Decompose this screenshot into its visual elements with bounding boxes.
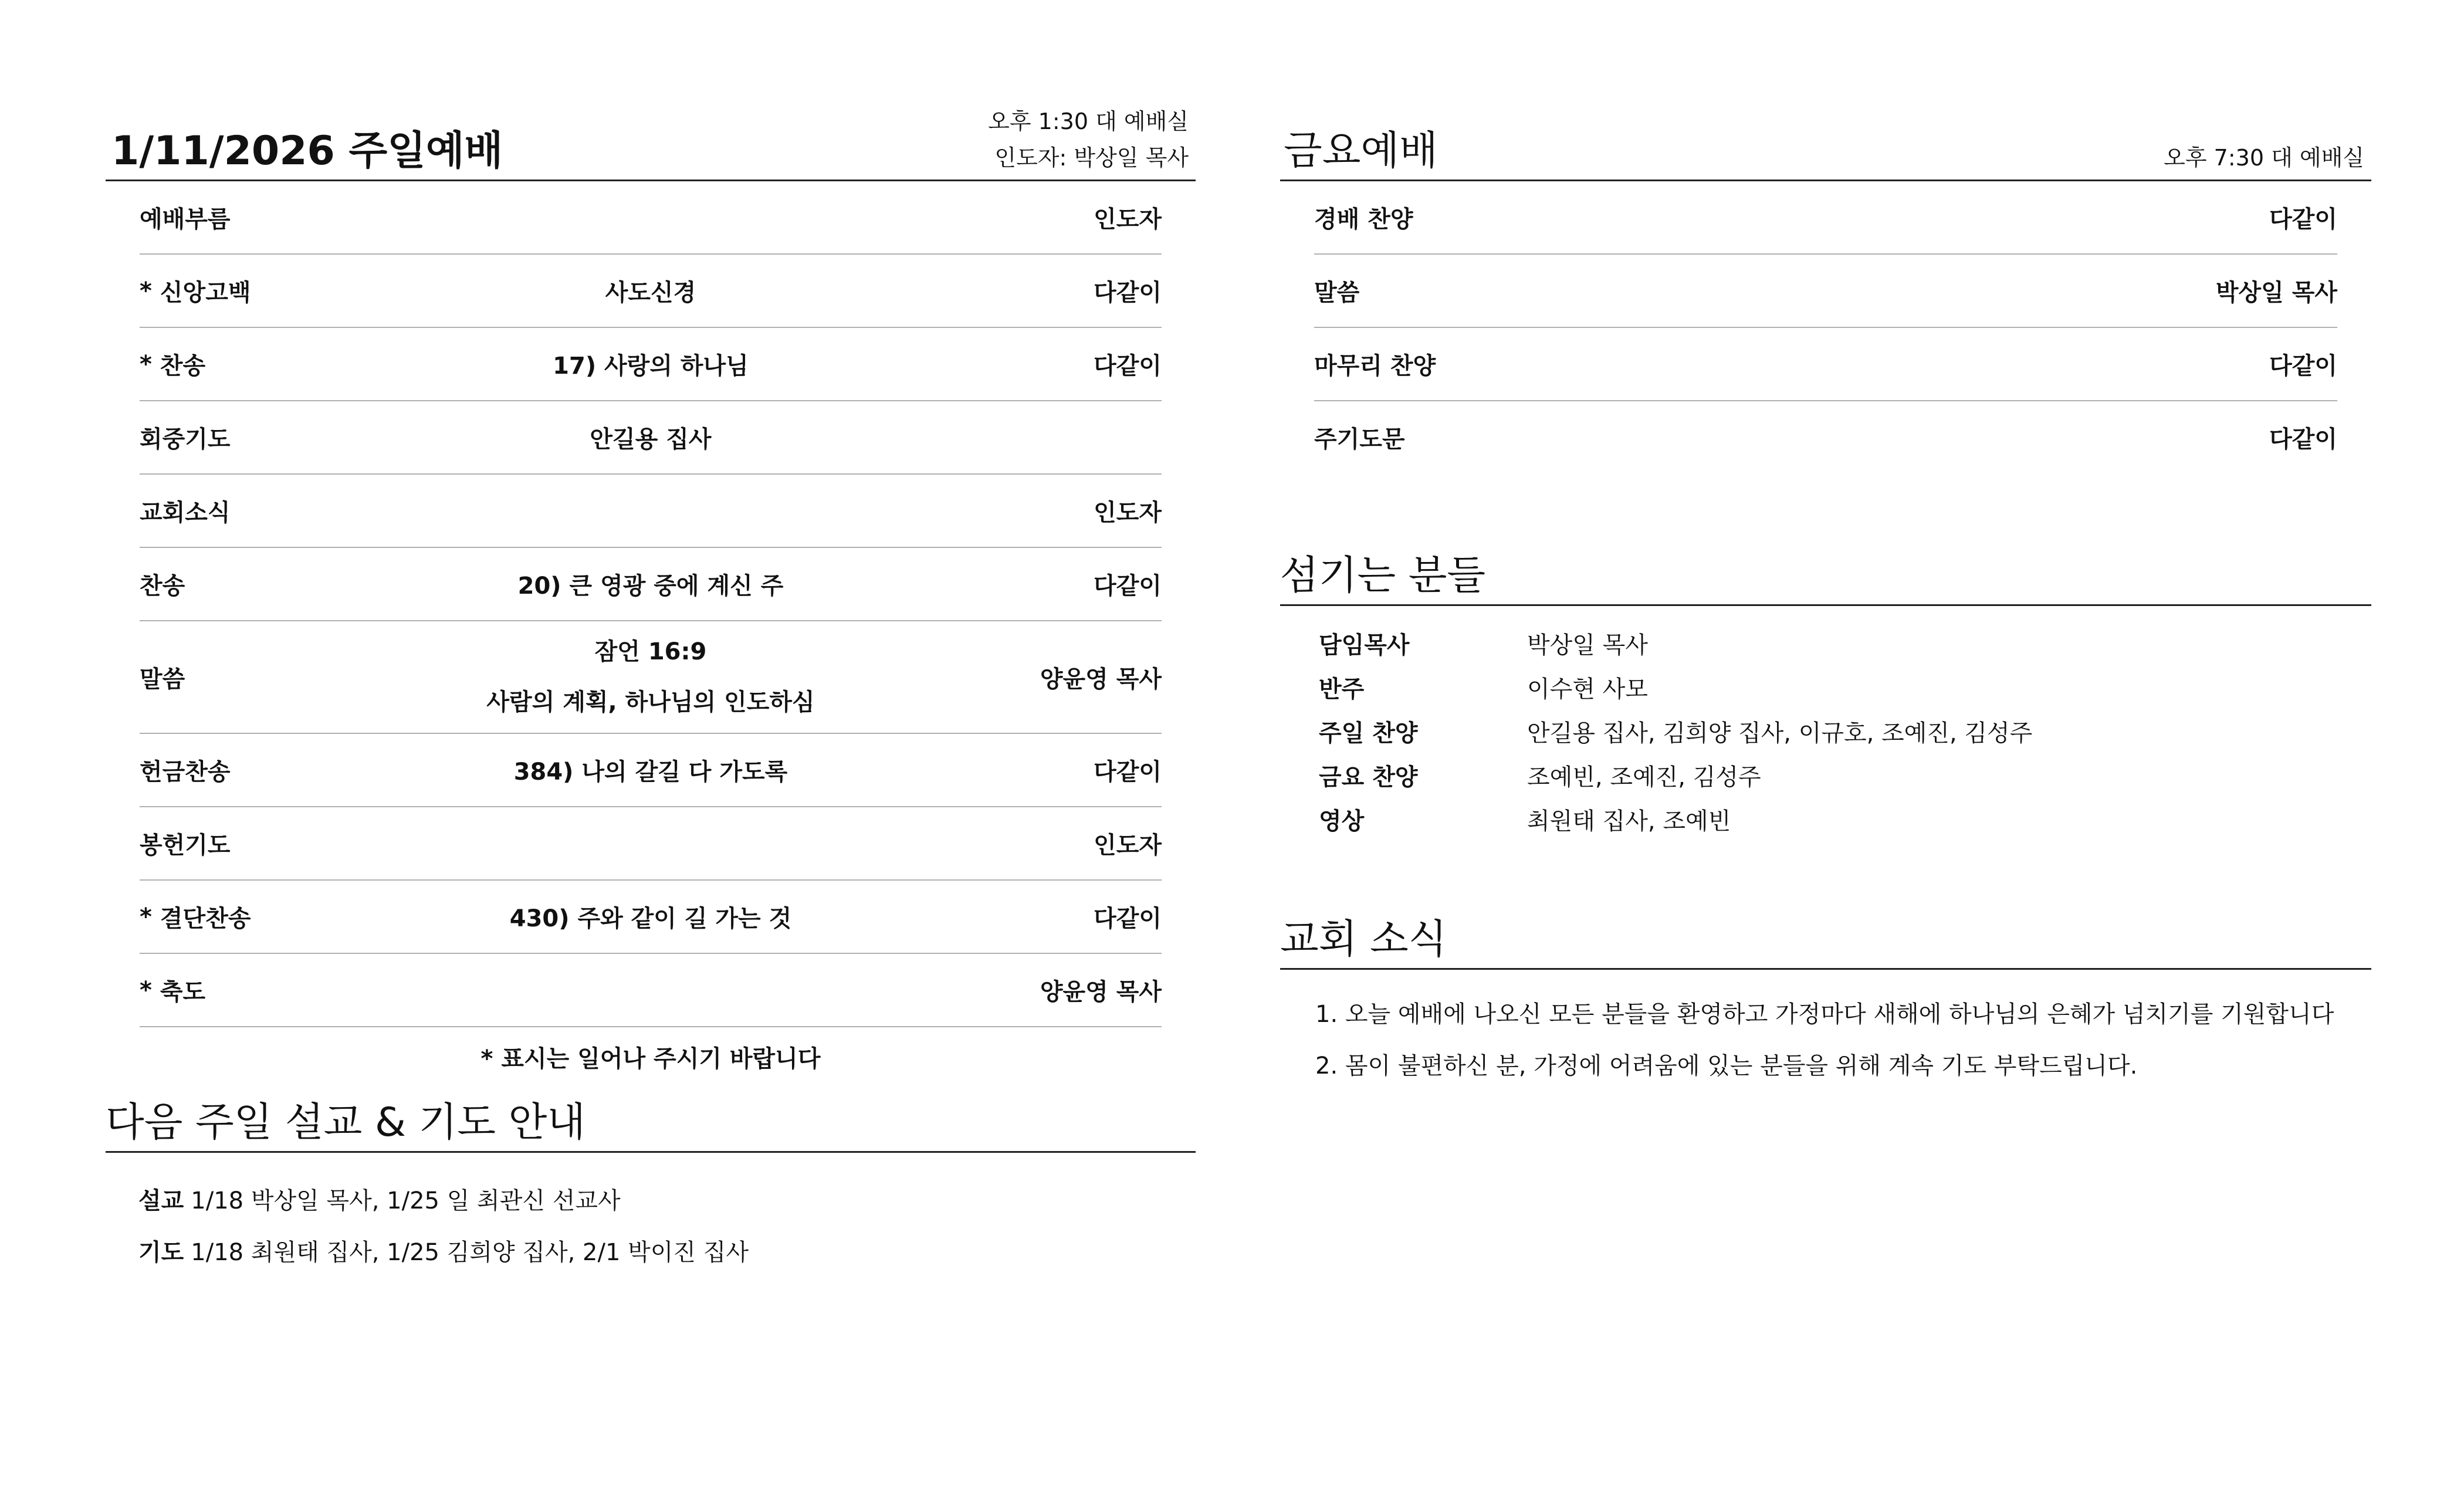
servant-role: 주일 찬양	[1319, 720, 1418, 747]
servant-names: 박상일 목사	[1527, 632, 1648, 659]
order-leader: 다같이	[1094, 905, 1162, 932]
friday-service-title: 금요예배	[1284, 128, 1438, 174]
order-item: 신앙고백	[160, 279, 251, 306]
servant-row	[1319, 797, 2371, 841]
standing-note: * 표시는 일어나 주시기 바랍니다	[480, 1045, 821, 1072]
order-row	[140, 954, 1162, 1027]
friday-leader: 다같이	[2269, 426, 2337, 453]
servant-names: 이수현 사모	[1527, 676, 1648, 703]
servants-list	[1319, 621, 2371, 841]
next-sermon-label: 설교	[138, 1187, 184, 1214]
order-leader: 인도자	[1094, 832, 1162, 859]
servants-title: 섬기는 분들	[1280, 553, 1486, 599]
next-prayer-label: 기도	[138, 1238, 184, 1266]
order-detail: 17) 사랑의 하나님	[553, 353, 749, 380]
sunday-service-time: 오후 1:30 대 예배실	[988, 109, 1189, 134]
order-item: 예배부름	[140, 206, 231, 233]
sermon-title: 사람의 계획, 하나님의 인도하심	[486, 689, 815, 716]
sunday-service-title: 1/11/2026 주일예배	[111, 128, 503, 174]
church-news-list	[1315, 986, 2371, 1089]
standing-marker: *	[140, 277, 152, 304]
order-row	[140, 401, 1162, 475]
church-news-title: 교회 소식	[1280, 916, 1447, 963]
sunday-service-leader: 인도자: 박상일 목사	[994, 145, 1189, 171]
order-row	[140, 881, 1162, 954]
servant-role: 반주	[1319, 676, 1365, 703]
order-item: 찬송	[160, 353, 206, 380]
sunday-service-section	[106, 109, 1196, 1074]
next-sermon-text: 1/18 박상일 목사, 1/25 일 최관신 선교사	[191, 1187, 621, 1214]
sunday-service-meta	[988, 103, 1189, 176]
friday-order-list	[1314, 181, 2337, 473]
servant-names: 최원태 집사, 조예빈	[1527, 808, 1731, 835]
servant-row	[1319, 753, 2371, 797]
friday-service-time: 오후 7:30 대 예배실	[2164, 145, 2364, 171]
sermon-scripture: 잠언 16:9	[594, 638, 707, 665]
order-item: 회중기도	[140, 426, 231, 453]
next-week-list	[138, 1173, 1196, 1276]
order-item: 축도	[160, 979, 206, 1006]
order-row	[140, 734, 1162, 807]
friday-service-section	[1280, 109, 2371, 473]
servant-role: 영상	[1319, 808, 1365, 835]
order-item: 봉헌기도	[140, 832, 231, 859]
order-leader: 인도자	[1094, 499, 1162, 526]
standing-marker: *	[140, 976, 152, 1004]
order-detail: 384) 나의 갈길 다 가도록	[513, 759, 788, 786]
friday-row	[1314, 255, 2337, 328]
friday-item: 주기도문	[1314, 426, 1405, 453]
order-row	[140, 181, 1162, 255]
friday-service-header	[1280, 109, 2371, 181]
servants-header	[1280, 543, 2371, 606]
servant-names: 조예빈, 조예진, 김성주	[1527, 764, 1761, 791]
church-news-header	[1280, 906, 2371, 970]
friday-row	[1314, 181, 2337, 255]
order-item: 찬송	[140, 573, 185, 600]
standing-marker: *	[140, 903, 152, 930]
next-sermon-row	[138, 1173, 1196, 1224]
order-detail: 20) 큰 영광 중에 계신 주	[517, 573, 784, 600]
friday-leader: 다같이	[2269, 353, 2337, 380]
servant-row	[1319, 621, 2371, 665]
next-prayer-row	[138, 1224, 1196, 1276]
servant-row	[1319, 665, 2371, 709]
order-row	[140, 548, 1162, 621]
servant-row	[1319, 709, 2371, 753]
next-week-title: 다음 주일 설교 & 기도 안내	[106, 1099, 585, 1146]
order-detail: 안길용 집사	[590, 426, 712, 453]
next-week-header	[106, 1092, 1196, 1153]
order-row	[140, 807, 1162, 881]
standing-marker: *	[140, 350, 152, 378]
order-item: 말씀	[140, 665, 185, 693]
order-row	[140, 621, 1162, 734]
servant-role: 금요 찬양	[1319, 764, 1418, 791]
friday-row	[1314, 328, 2337, 401]
servant-names: 안길용 집사, 김희양 집사, 이규호, 조예진, 김성주	[1527, 720, 2033, 747]
friday-item: 마무리 찬양	[1314, 353, 1436, 380]
sunday-service-header	[106, 109, 1196, 181]
order-row	[140, 328, 1162, 401]
order-leader: 다같이	[1094, 759, 1162, 786]
friday-leader: 박상일 목사	[2215, 279, 2337, 306]
friday-row	[1314, 401, 2337, 473]
order-row	[140, 475, 1162, 548]
sunday-order-list	[140, 181, 1162, 1027]
order-leader: 인도자	[1094, 206, 1162, 233]
order-detail: 430) 주와 같이 길 가는 것	[509, 905, 792, 932]
friday-item: 경배 찬양	[1314, 206, 1413, 233]
friday-item: 말씀	[1314, 279, 1360, 306]
servants-section	[1280, 543, 2371, 841]
news-item: 1. 오늘 예배에 나오신 모든 분들을 환영하고 가정마다 새해에 하나님의 은혜가 넘치기를 기원합니다	[1315, 1000, 2334, 1028]
order-leader: 다같이	[1094, 279, 1162, 306]
next-prayer-text: 1/18 최원태 집사, 1/25 김희양 집사, 2/1 박이진 집사	[191, 1238, 749, 1266]
order-item: 헌금찬송	[140, 759, 231, 786]
friday-leader: 다같이	[2269, 206, 2337, 233]
order-row	[140, 255, 1162, 328]
servant-role: 담임목사	[1319, 632, 1410, 659]
church-news-section	[1280, 906, 2371, 1089]
order-leader: 다같이	[1094, 573, 1162, 600]
next-week-section	[106, 1092, 1196, 1276]
news-item: 2. 몸이 불편하신 분, 가정에 어려움에 있는 분들을 위해 계속 기도 부탁드립니다.	[1315, 1052, 2138, 1079]
order-detail: 사도신경	[605, 279, 696, 306]
order-leader: 양윤영 목사	[1040, 979, 1162, 1006]
order-leader: 양윤영 목사	[1040, 665, 1162, 693]
order-item: 교회소식	[140, 499, 231, 526]
order-item: 결단찬송	[160, 905, 251, 932]
order-leader: 다같이	[1094, 353, 1162, 380]
